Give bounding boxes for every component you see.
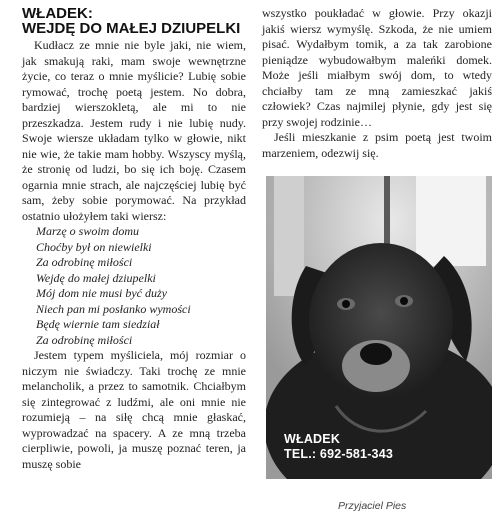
poem-line: Choćby był on niewielki bbox=[36, 239, 152, 254]
paragraph-2: Jestem typem myśliciela, mój rozmiar o niczym nie świadczy. Taki trochę ze mnie melancholik, a przez to samotnik. Chciałbym się zintegrować z ludźmi, ale oni mnie nie rozumieją – na siłę chcą mnie głaskać, wyprowadzać na spacery. A ze mną trzeba cierpliwie, powoli, ja muszę poznać teren, ja muszę sobie bbox=[22, 348, 246, 471]
paragraph-3: Jeśli mieszkanie z psim poetą jest twoim marzeniem, odezwij się. bbox=[262, 130, 492, 160]
poem bbox=[36, 224, 246, 348]
title-line-1: WŁADEK: bbox=[22, 5, 93, 22]
right-column bbox=[262, 6, 492, 161]
poem-line: Mój dom nie musi być duży bbox=[36, 286, 167, 300]
contact-phone: TEL.: 692-581-343 bbox=[284, 447, 394, 461]
title-line-2: WEJDĘ DO MAŁEJ DZIUPELKI bbox=[22, 20, 241, 37]
paragraph-1: Kudłacz ze mnie nie byle jaki, nie wiem, jak smakują raki, mam swoje wewnętrzne życie, co teraz o mnie myślicie? Lubię sobie rymować, trochę poetą jestem. No dobra, bardziej wierszokletą, ale mi to nie przeszkadza. Jestem rudy i nie lubię nudy. Swoje wiersze układam tylko w głowie, nikt nie wie, że takie mam hobby. Wszyscy myślą, że stronię od ludzi, bo się ich boję. Czasem ogarnia mnie strach, ale najczęściej lubię być sam, żeby sobie porymować. Na przykład ostatnio ułożyłem taki wiersz: bbox=[22, 38, 246, 223]
source-credit: Przyjaciel Pies bbox=[338, 500, 407, 512]
paragraph-2-continued: wszystko poukładać w głowie. Przy okazji jakiś wiersz wymyślę. Szkoda, że nie umiem pisać. Wydałbym tomik, a za tak zarobione pieniądze wybudowałbym maleńki domek. Może jeśli miałbym swój dom, to wtedy chciałby tam ze mną zamieszkać jakiś człowiek? Czas najmilej płynie, gdy jest się przy swojej rodzinie… bbox=[262, 6, 492, 129]
poem-line: Będę wiernie tam siedział bbox=[36, 317, 160, 331]
photo-caption bbox=[284, 432, 393, 462]
poem-line: Wejdę do małej dziupelki bbox=[36, 270, 156, 285]
poem-line: Za odrobinę miłości bbox=[36, 255, 133, 269]
left-column bbox=[22, 6, 246, 472]
dog-photo bbox=[266, 176, 492, 479]
dog-name: WŁADEK bbox=[284, 432, 341, 446]
poem-line: Niech pan mi posłanko wymości bbox=[36, 301, 191, 316]
article-title bbox=[22, 6, 246, 36]
poem-line: Za odrobinę miłości bbox=[36, 332, 133, 347]
poem-line: Marzę o swoim domu bbox=[36, 224, 140, 238]
